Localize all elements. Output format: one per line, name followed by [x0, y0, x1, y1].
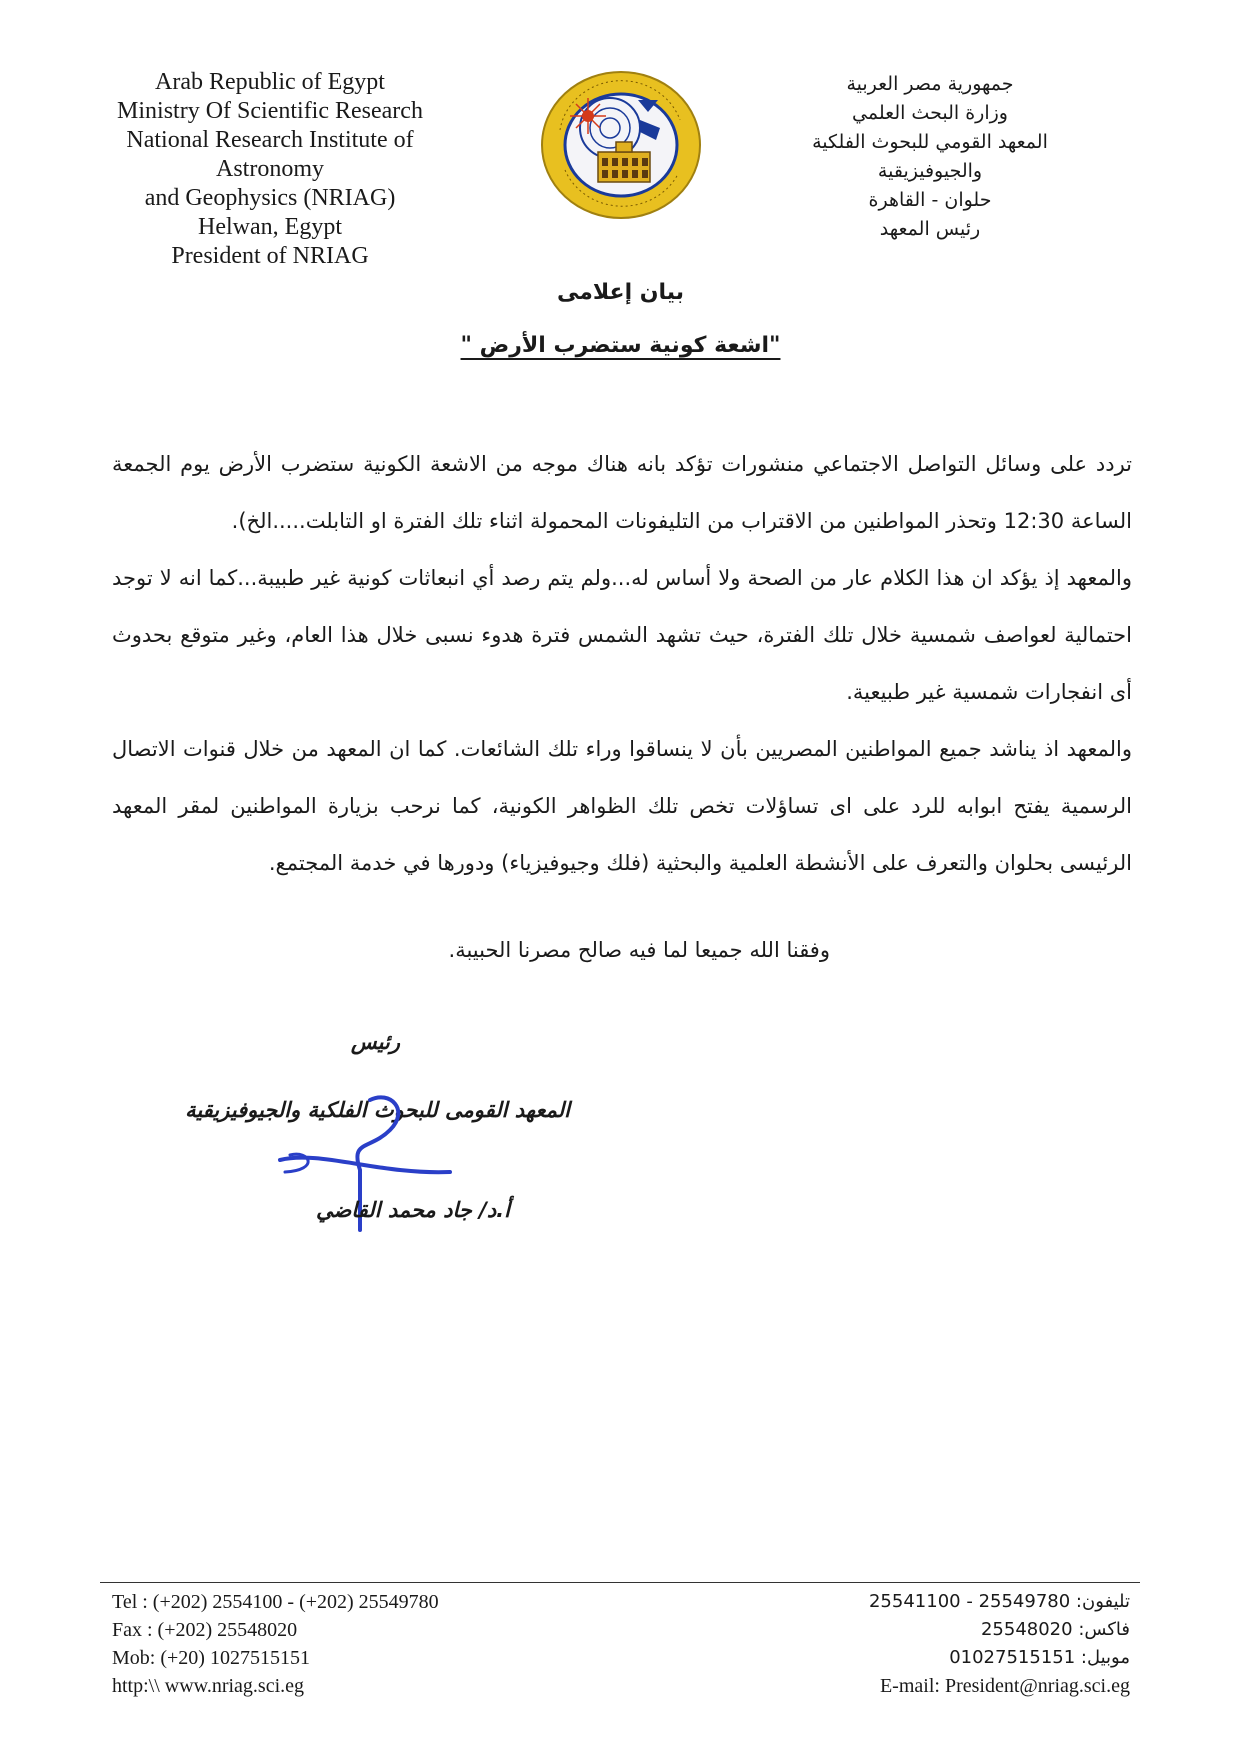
- closing-line: وفقنا الله جميعا لما فيه صالح مصرنا الحبيبة.: [448, 938, 830, 962]
- header-ar-line: وزارة البحث العلمي: [852, 102, 1008, 124]
- footer-mobile-ar: موبيل: 01027515151: [949, 1647, 1130, 1668]
- header-en-line: and Geophysics (NRIAG): [144, 185, 396, 211]
- document-body: [112, 436, 1132, 892]
- nriag-seal-logo-icon: [540, 70, 702, 220]
- header-ar-line: رئيس المعهد: [879, 218, 981, 240]
- footer-mobile: Mob: (+20) 1027515151: [112, 1647, 310, 1669]
- footer-contact-english: [112, 1588, 532, 1700]
- signatory-title: رئيس: [350, 1030, 400, 1054]
- header-ar-line: جمهورية مصر العربية: [846, 73, 1014, 95]
- header-en-line: Arab Republic of Egypt: [155, 69, 385, 95]
- header-en-line: Ministry Of Scientific Research: [117, 98, 423, 124]
- body-paragraph: والمعهد اذ يناشد جميع المواطنين المصريين بأن لا ينساقوا وراء تلك الشائعات. كما ان المعهد من خلال قنوات الاتصال الرسمية يفتح ابوابه للرد على اى تساؤلات تخص تلك الظواهر الكونية، كما نرحب بزيارة المواطنين لمقر المعهد الرئيسى بحلوان والتعرف على الأنشطة العلمية والبحثية (فلك وجيوفيزياء) ودورها في خدمة المجتمع.: [112, 737, 1132, 875]
- signatory-name: أ.د/ جاد محمد القاضي: [315, 1198, 510, 1222]
- footer-contact-arabic: [780, 1588, 1130, 1700]
- footer-divider: [100, 1582, 1140, 1583]
- header-arabic: [760, 70, 1100, 244]
- footer-fax: Fax : (+202) 25548020: [112, 1619, 298, 1641]
- document-subtitle-text: "اشعة كونية ستضرب الأرض ": [460, 333, 781, 358]
- footer-email-link[interactable]: E-mail: President@nriag.sci.eg: [879, 1675, 1130, 1697]
- document-subtitle: [0, 333, 1241, 358]
- header-ar-line: حلوان - القاهرة: [868, 189, 992, 211]
- body-paragraph: تردد على وسائل التواصل الاجتماعي منشورات تؤكد بانه هناك موجه من الاشعة الكونية ستضرب الأرض يوم الجمعة الساعة 12:30 وتحذر المواطنين من الاقتراب من التليفونات المحمولة اثناء تلك الفترة او التابلت.....الخ).: [112, 452, 1132, 533]
- header-en-line: President of NRIAG: [171, 243, 369, 269]
- footer-tel: Tel : (+202) 2554100 - (+202) 25549780: [112, 1591, 439, 1613]
- body-paragraph: والمعهد إذ يؤكد ان هذا الكلام عار من الصحة ولا أساس له...ولم يتم رصد أي انبعاثات كونية غير طبيبة...كما انه لا توجد احتمالية لعواصف شمسية خلال تلك الفترة، حيث تشهد الشمس فترة هدوء نسبى خلال هذا العام، وغير متوقع بحدوث أى انفجارات شمسية غير طبيعية.: [112, 566, 1132, 704]
- document-title: بيان إعلامى: [556, 280, 685, 305]
- header-en-line: Helwan, Egypt: [198, 214, 342, 240]
- footer-tel-ar: تليفون: 25549780 - 25541100: [868, 1591, 1130, 1612]
- header-english: [80, 68, 460, 271]
- footer-website-link[interactable]: http:\\ www.nriag.sci.eg: [112, 1675, 305, 1697]
- header-en-line: National Research Institute of Astronomy: [126, 127, 414, 182]
- signatory-institute: المعهد القومى للبحوث الفلكية والجيوفيزيقية: [185, 1098, 570, 1122]
- footer-fax-ar: فاكس: 25548020: [980, 1619, 1130, 1640]
- header-ar-line: المعهد القومي للبحوث الفلكية والجيوفيزيقية: [812, 131, 1048, 182]
